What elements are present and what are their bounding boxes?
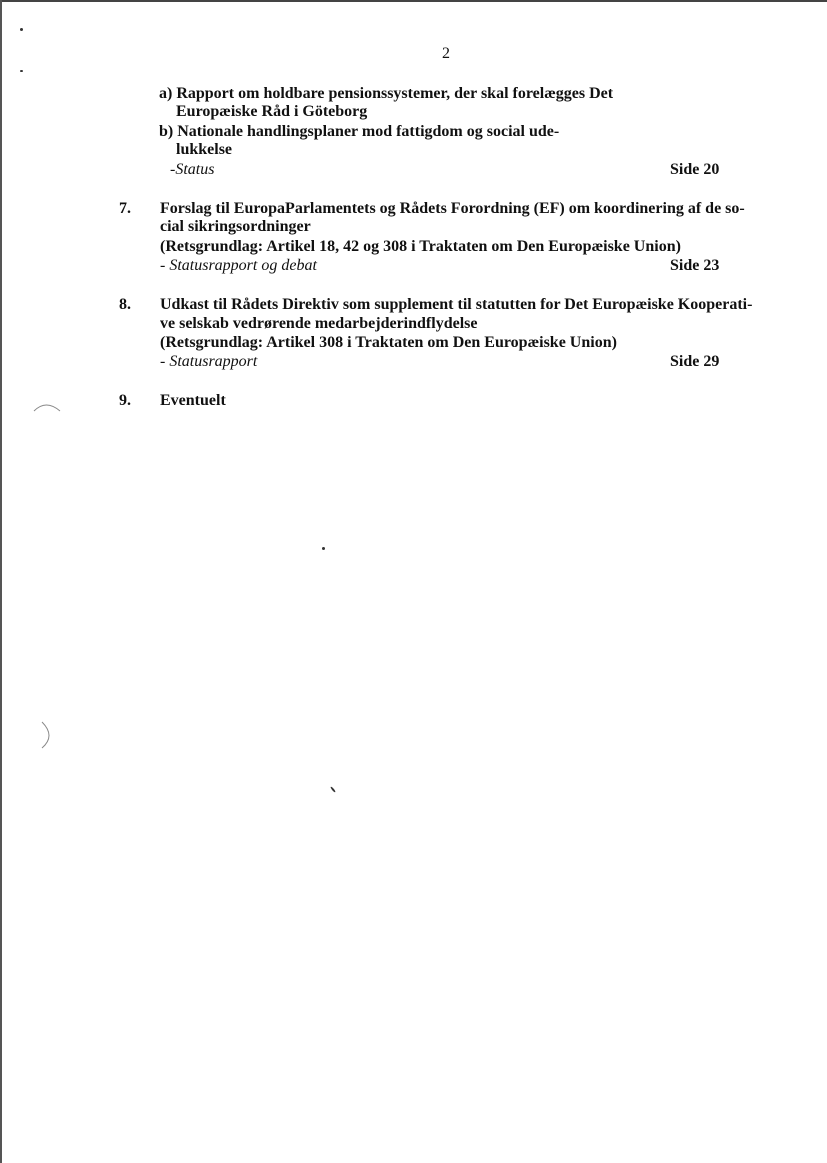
item-status: - Statusrapport og debat bbox=[160, 257, 317, 274]
scan-top-border bbox=[0, 0, 827, 2]
item-number: 9. bbox=[119, 392, 131, 409]
item-title-line-2: cial sikringsordninger bbox=[160, 218, 311, 235]
sub-item-b-line-1: b) Nationale handlingsplaner mod fattigdom og social ude- bbox=[159, 123, 560, 140]
item-number: 8. bbox=[119, 296, 131, 313]
scan-punch-hole-mark bbox=[30, 395, 70, 435]
item-title-line-1: Eventuelt bbox=[160, 392, 226, 409]
scan-speck bbox=[322, 547, 325, 550]
item-number: 7. bbox=[119, 200, 131, 217]
item-title-line-1: Udkast til Rådets Direktiv som supplement til statutten for Det Europæiske Kooperati- bbox=[160, 296, 753, 313]
sub-item-a-line-2: Europæiske Råd i Göteborg bbox=[176, 103, 368, 120]
page-number: 2 bbox=[442, 45, 450, 62]
scan-speck bbox=[20, 70, 23, 72]
sub-item-status: -Status bbox=[170, 161, 215, 178]
item-title-line-2: ve selskab vedrørende medarbejderindflydelse bbox=[160, 315, 478, 332]
scan-left-border bbox=[0, 0, 2, 1163]
item-legal-basis: (Retsgrundlag: Artikel 18, 42 og 308 i Traktaten om Den Europæiske Union) bbox=[160, 238, 681, 255]
sub-item-a-line-1: a) Rapport om holdbare pensionssystemer, der skal forelægges Det bbox=[159, 85, 614, 102]
scan-speck bbox=[330, 786, 336, 793]
page-reference: Side 23 bbox=[670, 257, 720, 274]
page-reference: Side 20 bbox=[670, 161, 720, 178]
item-status: - Statusrapport bbox=[160, 353, 258, 370]
page-reference: Side 29 bbox=[670, 353, 720, 370]
scan-speck bbox=[20, 28, 23, 31]
sub-item-b-line-2: lukkelse bbox=[176, 141, 233, 158]
item-title-line-1: Forslag til EuropaParlamentets og Rådets Forordning (EF) om koordinering af de so- bbox=[160, 200, 745, 217]
scan-punch-hole-mark bbox=[34, 718, 64, 758]
item-legal-basis: (Retsgrundlag: Artikel 308 i Traktaten om Den Europæiske Union) bbox=[160, 334, 617, 351]
